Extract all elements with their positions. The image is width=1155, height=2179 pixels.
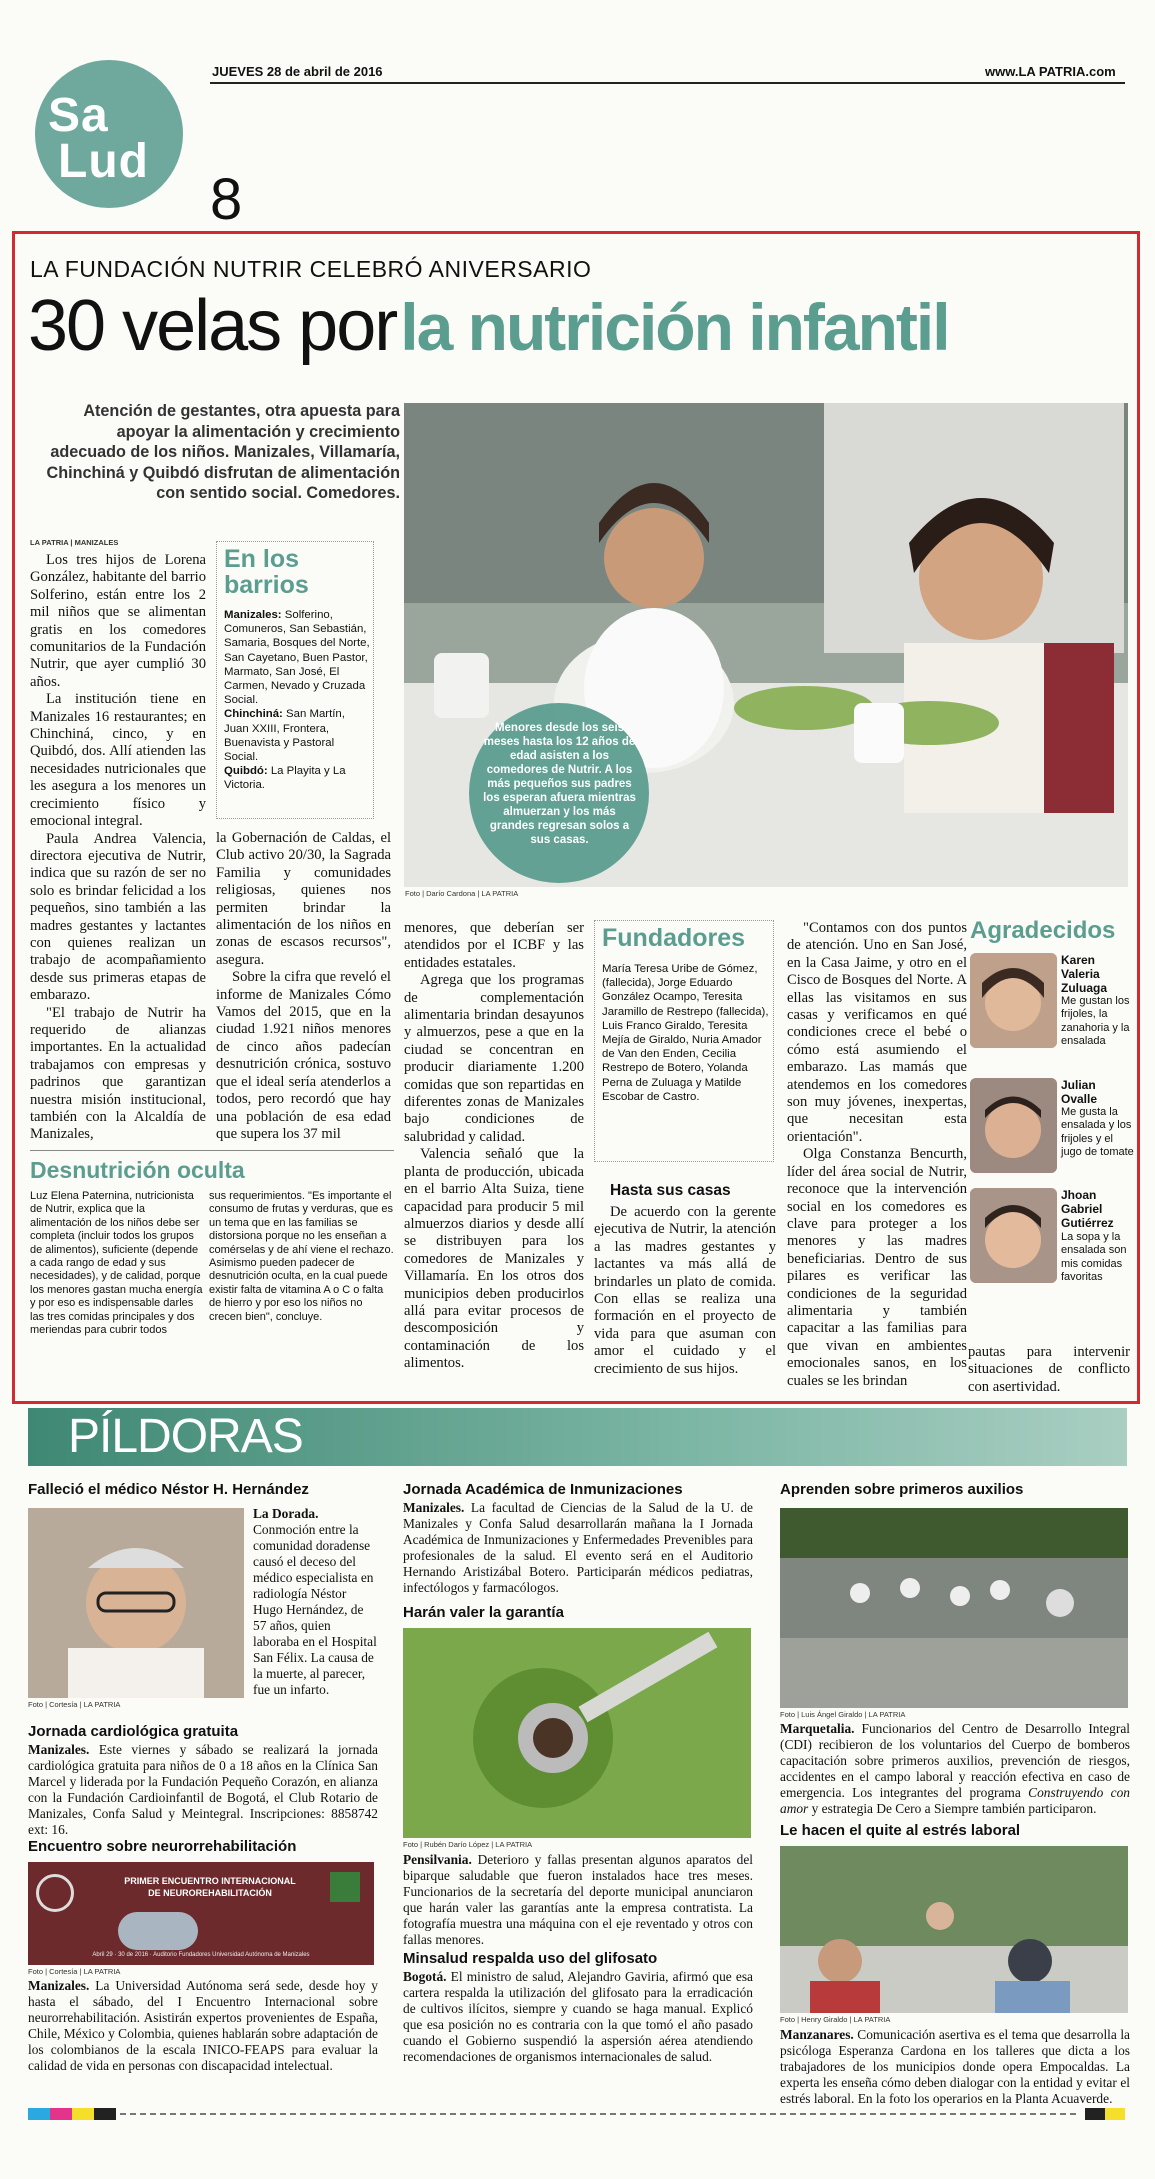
first-aid-training-photo-icon	[780, 1508, 1128, 1708]
brief-8-body: Comunicación asertiva es el tema que desarrolla la psicóloga Esperanza Cardona en los talleres que dicta a los trabajadores de los municipios donde opera Empocaldas. La experta les enseña cómo deben dialogar con la entidad y evitar el estrés laboral. En la foto los operarios en la Planta Acuaverde.	[780, 2027, 1130, 2106]
brief-7-photo	[780, 1508, 1128, 1708]
brief-2-body: Este viernes y sábado se realizará la jornada cardiológica gratuita para niños de 0 a 18 años en la Clínica San Marcel y liderada por la Fundación Pequeño Corazón, en alianza con la Fundación Cardioinfantil de Bogotá, el Club Rotario de Manizales, Confa Salud y Meintegral. Inscripciones: 8858742 ext: 16.	[28, 1742, 378, 1837]
brief-5-heading: Harán valer la garantía	[403, 1604, 564, 1621]
barrios-neighborhoods: Solferino, Comuneros, San Sebastián, Samaria, Bosques del Norte, San Cayetano, Buen Pastor, Marmato, San José, El Carmen, Nevado y Cruzada Social.	[224, 609, 370, 707]
col3-p3: Valencia señaló que la planta de producción, ubicada en el barrio Alta Suiza, tiene capacidad para producir 5 mil almuerzos diarios y desde allí se distribuyen para los comedores de Manizales y Villamaría. En los otros dos municipios deben producirlos allá para evitar procesos de descomposición y contaminación de los alimentos.	[404, 1146, 584, 1372]
article-credit: LA PATRIA | MANIZALES	[30, 538, 119, 547]
brief-6-heading: Minsalud respalda uso del glifosato	[403, 1950, 658, 1967]
article-col-1	[30, 552, 206, 1144]
brief-2-tag: Manizales.	[28, 1742, 90, 1757]
kid-name-3: Jhoan Gabriel Gutiérrez	[1061, 1188, 1114, 1230]
article-lead: Atención de gestantes, otra apuesta para apoyar la alimentación y crecimiento adecuado de los niños. Manizales, Villamaría, Chinchiná y Quibdó disfrutan de alimentación con sentido social. Comedores.	[46, 402, 400, 503]
brief-7-tag: Marquetalia.	[780, 1721, 855, 1736]
header-site[interactable]: www.LA PATRIA.com	[985, 64, 1116, 79]
brief-1-credit: Foto | Cortesía | LA PATRIA	[28, 1700, 121, 1709]
brief-7-heading: Aprenden sobre primeros auxilios	[780, 1481, 1024, 1498]
color-bar-black-2	[1085, 2108, 1105, 2120]
brief-5-tag: Pensilvania.	[403, 1852, 472, 1867]
barrios-neighborhoods: San Martín, Juan XXIII, Frontera, Buenavista y Pastoral Social.	[224, 708, 345, 764]
banner-line-2: DE NEUROREHABILITACIÓN	[148, 1888, 272, 1898]
brief-7-credit: Foto | Luis Ángel Giraldo | LA PATRIA	[780, 1710, 906, 1719]
page-number: 8	[210, 167, 243, 232]
col1-p1: Los tres hijos de Lorena González, habitante del barrio Solferino, están entre los 2 mil niños que se alimentan gratis en los comedores comunitarios de la Fundación Nutrir, que ayer cumplió 30 años.	[30, 552, 206, 690]
barrios-list	[224, 608, 370, 793]
headline	[28, 285, 949, 367]
brief-7-end: y estrategia De Cero a Siempre también participaron.	[811, 1801, 1097, 1816]
color-bar-yellow-2	[1105, 2108, 1125, 2120]
article-col-4: De acuerdo con la gerente ejecutiva de Nutrir, la atención a las madres gestantes y lactantes va más allá de brindarles un plato de comida. Con ellas se realiza una formación en el proyecto de vida para que asuman con amor el cuidado y el crecimiento de sus hijos.	[594, 1204, 776, 1377]
brief-4-heading: Jornada Académica de Inmunizaciones	[403, 1481, 683, 1498]
kid-photo-3	[970, 1188, 1057, 1283]
col1-p4: "El trabajo de Nutrir ha requerido de alianzas importantes. En la actualidad trabajamos con empresas y padrinos que garantizan nuestra misión institucional, también con la Alcaldía de Manizales,	[30, 1004, 206, 1143]
kid-face-icon	[970, 1078, 1057, 1173]
brief-2-text	[28, 1742, 378, 1838]
brief-7-text	[780, 1721, 1130, 1817]
desnutricion-title: Desnutrición oculta	[30, 1157, 245, 1183]
banner-badge-icon	[330, 1872, 360, 1902]
broken-machine-photo-icon	[403, 1628, 751, 1838]
col2-p1: la Gobernación de Caldas, el Club activo 20/30, la Sagrada Familia y comunidades religiosas, quienes nos permiten brindar la alimentación de los niños en zonas de escasos recursos", asegura.	[216, 830, 391, 968]
fundadores-text: María Teresa Uribe de Gómez, (fallecida), Jorge Eduardo González Ocampo, Teresita Jaramillo de Restrepo (fallecida), Luis Franco Giraldo, Teresita Mejía de Giraldo, Nuria Amador de Van den Enden, Cecilia Restrepo de Botero, Yolanda Perna de Zuluaga y Matilde Escobar de Castro.	[602, 963, 769, 1103]
desnutricion-right: sus requerimientos. "Es importante el consumo de frutas y verduras, que es un tema que en las familias se distorsiona porque no les enseñan a comérselas y de ahí viene el rechazo. Asimismo pueden padecer de desnutrición oculta, en la cual puede existir falta de vitamina A o C o falta de hierro y por eso los niños no crecen bien", concluye.	[209, 1190, 394, 1323]
brief-8-text	[780, 2027, 1130, 2107]
brief-1-photo	[28, 1508, 244, 1698]
brief-3-tag: Manizales.	[28, 1978, 90, 1993]
brief-4-body: La facultad de Ciencias de la Salud de la U. de Manizales y Confa Salud desarrollarán mañana la I Jornada Académica de Inmunizaciones y Enfermedades Prevenibles para profesionales de la salud. El evento será en el Auditorio Hernando Aristizábal Botero. Participarán médicos pediatras, infectólogos y farmacólogos.	[403, 1500, 753, 1595]
headline-dark: 30 velas por	[28, 286, 397, 366]
desnutricion-rule	[30, 1150, 394, 1151]
article-col-6-end: pautas para intervenir situaciones de conflicto con asertividad.	[968, 1344, 1130, 1395]
brief-8-tag: Manzanares.	[780, 2027, 854, 2042]
brief-3-banner	[28, 1862, 374, 1965]
barrios-item	[224, 764, 370, 792]
brief-3-body: La Universidad Autónoma será sede, desde hoy y hasta el sábado, del I Encuentro Internacional sobre neurorrehabilitación. Asistirán expertos provenientes de España, Chile, México y Colombia, quienes hablarán sobre adaptación de los colombianos de la escala INICO-FEAPS para evaluar la calidad de vida en personas con discapacidad intelectual.	[28, 1978, 378, 2073]
barrios-title-2: barrios	[224, 571, 309, 599]
banner-brain-icon	[118, 1912, 198, 1950]
article-col-2	[216, 830, 391, 1143]
section-logo-top: Sa	[48, 89, 109, 142]
photo-caption: Menores desde los seis meses hasta los 12 años de edad asisten a los comedores de Nutrir. A los más pequeños sus padres los esperan afuera mientras almuerzan y los más grandes regresan solos a sus casas.	[483, 722, 636, 846]
desnutricion-left: Luz Elena Paternina, nutricionista de Nutrir, explica que la alimentación de los niños debe ser completa (incluir todos los grupos de alimentos), suficiente (depende a cada rango de edad y sus necesidades), y de calidad, porque los menores gastan mucha energía y por eso es indispensable darles las tres comidas principales y dos meriendas para cubrir todos	[30, 1190, 203, 1337]
kid-quote-2: Me gusta la ensalada y los frijoles y el jugo de tomate	[1061, 1106, 1134, 1159]
brief-1-heading: Falleció el médico Néstor H. Hernández	[28, 1481, 309, 1498]
col1-p2: La institución tiene en Manizales 16 restaurantes; en Chinchiná, cinco, y en Quibdó, dos. Allí atienden las necesidades nutricionales que les asegura a los menores un crecimiento físico y emocional integral.	[30, 691, 206, 830]
kid-photo-2	[970, 1078, 1057, 1173]
col2-p2: Sobre la cifra que reveló el informe de Manizales Cómo Vamos del 2015, que en la ciudad 1.921 niños menores de cinco años padecían desnutrición crónica, sostuvo que el ideal sería atenderlos a todos, pero recordó que hay una población de esa edad que supera los 37 mil	[216, 969, 391, 1142]
brief-1-text	[253, 1506, 378, 1698]
color-bar-yellow	[72, 2108, 94, 2120]
section-logo-bottom: Lud	[58, 135, 149, 188]
brief-8-photo	[780, 1846, 1128, 2013]
kid-name-1: Karen Valeria Zuluaga	[1061, 953, 1108, 995]
article-col-3	[404, 920, 584, 1373]
barrios-title-1: En los	[224, 545, 300, 573]
agradecidos-title: Agradecidos	[970, 917, 1116, 944]
brief-3-credit: Foto | Cortesía | LA PATRIA	[28, 1967, 121, 1976]
article-col-5	[787, 920, 967, 1390]
main-photo	[404, 403, 1128, 887]
brief-1-body: Conmoción entre la comunidad doradense causó el deceso del médico especialista en radiología Néstor Hugo Hernández, de 57 años, quien laboraba en el Hospital San Félix. La causa de la muerte, al parecer, fue un infarto.	[253, 1522, 377, 1697]
brief-7-body: Funcionarios del Centro de Desarrollo Integral (CDI) recibieron de los voluntarios del Cuerpo de bomberos capacitación sobre primeros auxilios, prevención de riesgos, accidentes en el campo laboral y reacción efectiva en caso de emergencia. Los integrantes del programa	[780, 1721, 1130, 1800]
masthead-rule	[210, 82, 1125, 84]
barrios-city: Manizales:	[224, 609, 282, 621]
kid-photo-1	[970, 953, 1057, 1048]
pildoras-title: PÍLDORAS	[68, 1410, 303, 1463]
brief-4-text	[403, 1500, 753, 1596]
barrios-item	[224, 707, 370, 764]
brief-5-text	[403, 1852, 753, 1948]
barrios-item	[224, 608, 370, 707]
color-bar-black	[94, 2108, 116, 2120]
main-photo-credit: Foto | Darío Cardona | LA PATRIA	[405, 889, 519, 898]
kid-face-icon	[970, 1188, 1057, 1283]
headline-green: la nutrición infantil	[400, 290, 949, 364]
banner-date: Abril 29 · 30 de 2016 · Auditorio Fundadores Universidad Autónoma de Manizales	[92, 1952, 310, 1958]
brief-5-photo	[403, 1628, 751, 1838]
doctor-portrait-icon	[28, 1508, 244, 1698]
brief-4-tag: Manizales.	[403, 1500, 465, 1515]
brief-8-heading: Le hacen el quite al estrés laboral	[780, 1822, 1021, 1839]
kid-name-2: Julian Ovalle	[1061, 1078, 1098, 1106]
banner-line-1: PRIMER ENCUENTRO INTERNACIONAL	[124, 1876, 296, 1886]
brief-5-body: Deterioro y fallas presentan algunos aparatos del biparque saludable que fueron instalados hace tres meses. Funcionarios de la secretaría del deporte municipal anunciaron que harán valer las garantías ante la empresa contratista. La fotografía muestra una máquina con el eje reventado y otros con fallas menores.	[403, 1852, 753, 1947]
brief-8-credit: Foto | Henry Giraldo | LA PATRIA	[780, 2015, 891, 2024]
brief-3-text	[28, 1978, 378, 2074]
brief-5-credit: Foto | Rubén Darío López | LA PATRIA	[403, 1840, 533, 1849]
col3-p1: menores, que deberían ser atendidos por el ICBF y las entidades estatales.	[404, 920, 584, 971]
register-rule	[120, 2113, 1080, 2115]
brief-1-tag: La Dorada.	[253, 1506, 319, 1521]
brief-6-tag: Bogotá.	[403, 1969, 447, 1984]
article-kicker: LA FUNDACIÓN NUTRIR CELEBRÓ ANIVERSARIO	[30, 256, 592, 282]
brief-6-text	[403, 1969, 753, 2065]
brief-7-em: Construyendo con amor	[780, 1785, 1130, 1816]
kid-face-icon	[970, 953, 1057, 1048]
fundadores-title: Fundadores	[602, 924, 746, 952]
brief-2-heading: Jornada cardiológica gratuita	[28, 1723, 239, 1740]
workshop-photo-icon	[780, 1846, 1128, 2013]
col5-p2: Olga Constanza Bencurth, líder del área social de Nutrir, reconoce que la intervención social en los comedores es clave para proteger a los menores y las madres beneficiarias. Dentro de sus pilares es verificar las condiciones de la seguridad alimentaria y también capacitar a las familias para que vivan en ambientes emocionales sanos, en los cuales se les brindan	[787, 1146, 967, 1389]
barrios-city: Quibdó:	[224, 765, 268, 778]
color-bar-cyan	[28, 2108, 50, 2120]
barrios-city: Chinchiná:	[224, 708, 283, 721]
color-bar-magenta	[50, 2108, 72, 2120]
col5-p1: "Contamos con dos puntos de atención. Uno en San José, en la Casa Jaime, y otro en el Cisco de Bosques del Norte. A ellas las visitamos en sus casas y verificamos en qué condiciones crece el bebé o cómo está asumiendo el embarazo. Las mamás que atendemos en los comedores son muy jóvenes, inexpertas, que necesitan esta orientación".	[787, 920, 967, 1145]
banner-logo-icon	[36, 1874, 74, 1912]
hasta-casas-heading: Hasta sus casas	[610, 1182, 731, 1199]
col1-p3: Paula Andrea Valencia, directora ejecutiva de Nutrir, indica que su razón de ser no solo es brindar felicidad a los pequeños, sino también a las madres gestantes y lactantes con quienes realizan un trabajo de acompañamiento desde sus primeras etapas de embarazo.	[30, 830, 206, 1004]
header-date: JUEVES 28 de abril de 2016	[212, 64, 383, 79]
col3-p2: Agrega que los programas de complementación alimentaria brindan desayunos y almuerzos, pese a que en la ciudad se concentran en producir diariamente 1.200 comidas que son repartidas en diferentes zonas de Manizales bajo condiciones de salubridad y calidad.	[404, 972, 584, 1145]
brief-6-body: El ministro de salud, Alejandro Gaviria, afirmó que esa cartera respalda la utilización del glifosato para la erradicación de cultivos ilícitos, siempre y cuando se haga manual. Explicó que esa posición no es contraria con la que tomó el año pasado cuando el Gobierno suspendió la aspersión aérea atendiendo recomendaciones de organismos internacionales de salud.	[403, 1969, 753, 2064]
kid-quote-3: La sopa y la ensalada son mis comidas favoritas	[1061, 1231, 1127, 1284]
brief-3-heading: Encuentro sobre neurorrehabilitación	[28, 1838, 297, 1855]
barrios-neighborhoods: La Playita y La Victoria.	[224, 765, 346, 792]
kid-quote-1: Me gustan los frijoles, la zanahoria y la ensalada	[1061, 995, 1130, 1048]
